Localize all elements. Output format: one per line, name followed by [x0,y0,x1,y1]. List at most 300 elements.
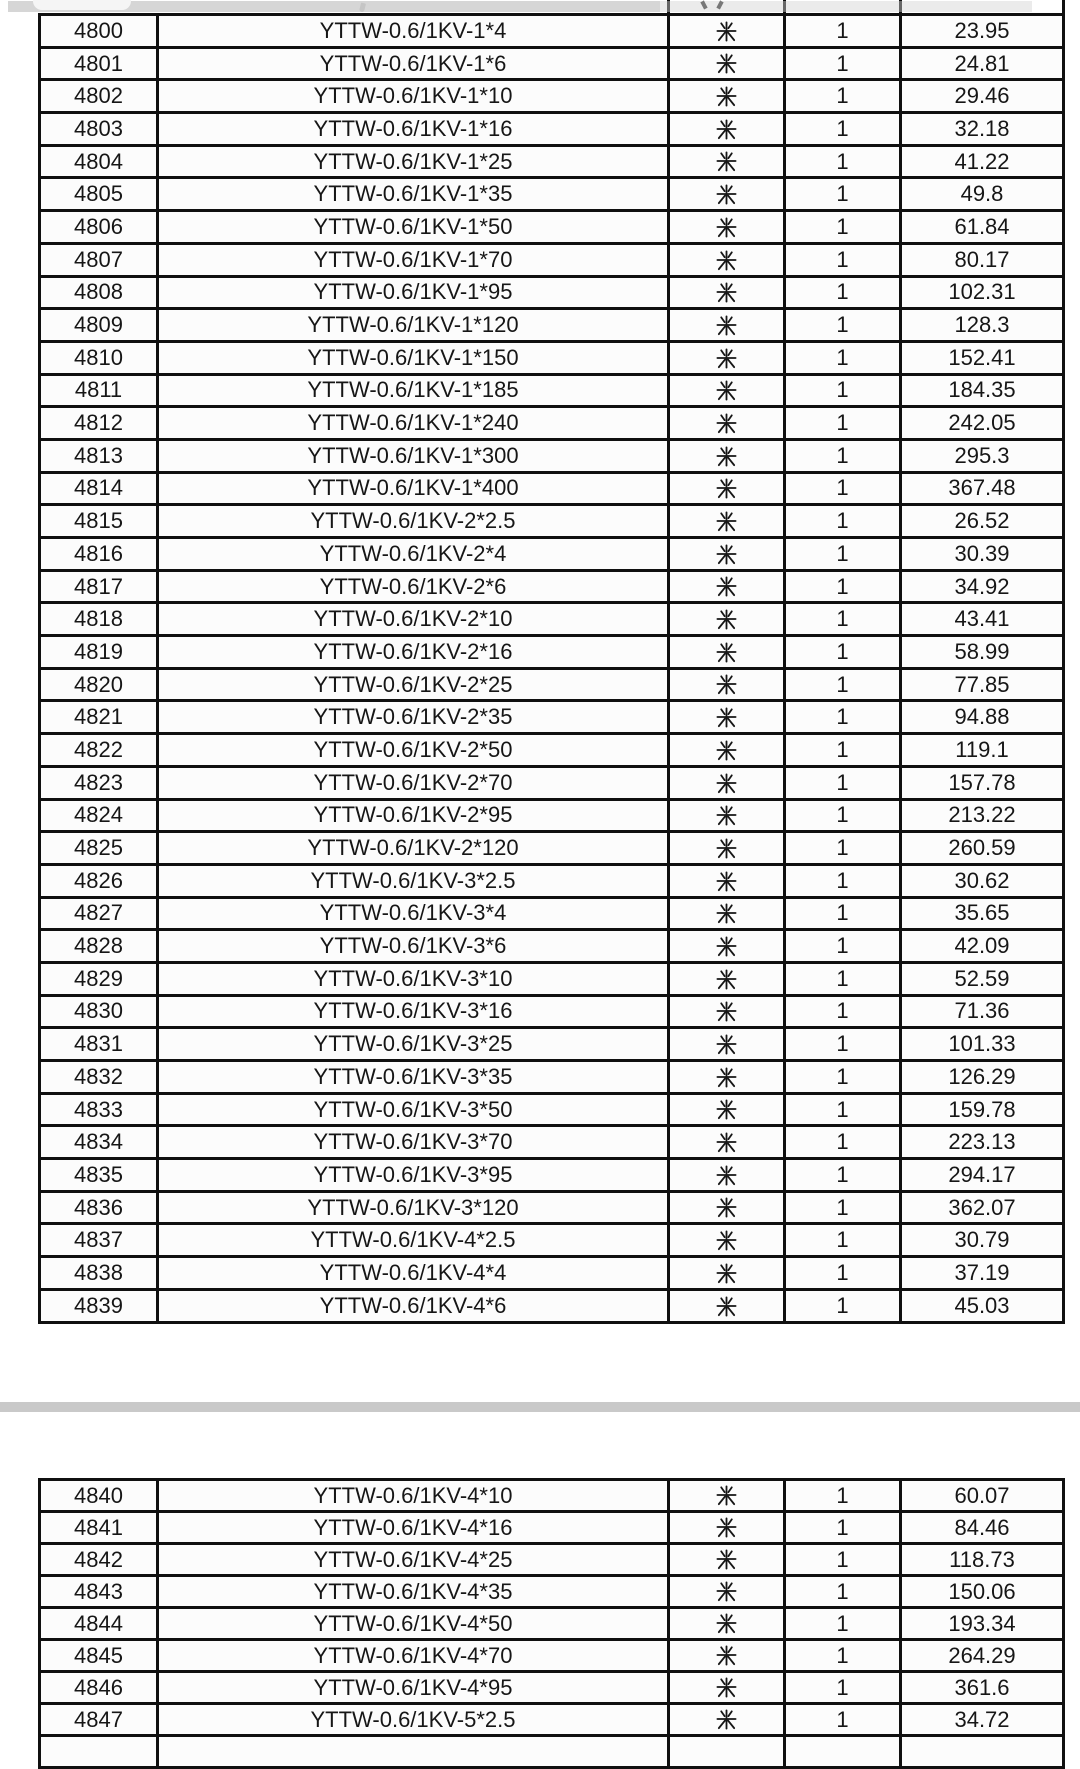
cell-item-number: 4830 [40,995,158,1028]
cell-spec-model: YTTW-0.6/1KV-1*400 [158,472,669,505]
cell-spec-model: YTTW-0.6/1KV-4*35 [158,1576,669,1608]
cell-quantity: 1 [785,1544,901,1576]
mi-unit-icon [715,477,738,500]
mi-unit-icon [715,1229,738,1252]
cell-spec-model: YTTW-0.6/1KV-2*95 [158,799,669,832]
table-row [40,1480,1064,1512]
cell-quantity: 1 [785,603,901,636]
table-row [40,1512,1064,1544]
cell-spec-model: YTTW-0.6/1KV-1*300 [158,439,669,472]
cell-price: 32.18 [901,113,1064,146]
cell-price: 152.41 [901,341,1064,374]
cell-price: 29.46 [901,80,1064,113]
table-row [40,1257,1064,1290]
cell-unit [669,799,785,832]
cell-price: 102.31 [901,276,1064,309]
cell-price: 45.03 [901,1289,1064,1322]
cell-price: 361.6 [901,1672,1064,1704]
cell-quantity: 1 [785,1289,901,1322]
cell-quantity: 1 [785,113,901,146]
cell-item-number: 4844 [40,1608,158,1640]
page-top-strip-highlight [33,0,131,10]
cell-unit [669,1672,785,1704]
cell-quantity: 1 [785,636,901,669]
cell-spec-model: YTTW-0.6/1KV-4*70 [158,1640,669,1672]
cell-quantity: 1 [785,864,901,897]
mi-unit-icon [715,52,738,75]
cell-spec-model: YTTW-0.6/1KV-3*25 [158,1028,669,1061]
cell-quantity: 1 [785,80,901,113]
cell-item-number: 4821 [40,701,158,734]
cell-item-number: 4825 [40,832,158,865]
cell-unit [669,1061,785,1094]
cell-price: 30.79 [901,1224,1064,1257]
mi-unit-icon [715,118,738,141]
mi-unit-icon [715,249,738,272]
cell-unit [669,472,785,505]
cell-quantity: 1 [785,1672,901,1704]
cell-spec-model: YTTW-0.6/1KV-1*70 [158,243,669,276]
table-row [40,1608,1064,1640]
cell-quantity: 1 [785,1224,901,1257]
mi-unit-icon [715,870,738,893]
mi-unit-icon [715,281,738,304]
cell-item-number: 4806 [40,211,158,244]
table-row [40,1126,1064,1159]
cell-quantity: 1 [785,832,901,865]
cell-price: 35.65 [901,897,1064,930]
cell-quantity: 1 [785,1480,901,1512]
cell-quantity: 1 [785,995,901,1028]
cell-price: 260.59 [901,832,1064,865]
price-table-page1 [38,13,1065,1324]
cell-spec-model: YTTW-0.6/1KV-3*4 [158,897,669,930]
cell-spec-model: YTTW-0.6/1KV-1*50 [158,211,669,244]
cell-quantity: 1 [785,1126,901,1159]
cell-item-number: 4846 [40,1672,158,1704]
cell-spec-model: YTTW-0.6/1KV-2*16 [158,636,669,669]
mi-unit-icon [715,673,738,696]
table-row [40,538,1064,571]
table-row [40,799,1064,832]
mi-unit-icon [715,1548,738,1571]
cell-item-number: 4812 [40,407,158,440]
cell-spec-model: YTTW-0.6/1KV-1*35 [158,178,669,211]
cell-spec-model: YTTW-0.6/1KV-2*10 [158,603,669,636]
mi-unit-icon [715,412,738,435]
mi-unit-icon [715,1612,738,1635]
cell-item-number: 4811 [40,374,158,407]
cell-item-number: 4810 [40,341,158,374]
cell-item-number: 4839 [40,1289,158,1322]
mi-unit-icon [715,183,738,206]
cell-quantity: 1 [785,145,901,178]
cell-unit [669,636,785,669]
cell-item-number: 4847 [40,1704,158,1736]
cell-price: 61.84 [901,211,1064,244]
cell-unit [669,1159,785,1192]
cell-item-number: 4801 [40,47,158,80]
cell-spec-model: YTTW-0.6/1KV-1*95 [158,276,669,309]
cell-spec-model: YTTW-0.6/1KV-3*95 [158,1159,669,1192]
mi-unit-icon [715,772,738,795]
cell-unit [669,962,785,995]
mi-unit-icon [715,445,738,468]
cell-spec-model: YTTW-0.6/1KV-4*10 [158,1480,669,1512]
mi-unit-icon [715,1131,738,1154]
cell-price: 77.85 [901,668,1064,701]
cell-quantity: 1 [785,1028,901,1061]
cell-spec-model: YTTW-0.6/1KV-4*25 [158,1544,669,1576]
table-row [40,472,1064,505]
table-row [40,276,1064,309]
cell-quantity: 1 [785,799,901,832]
cell-quantity: 1 [785,178,901,211]
cell-item-number: 4827 [40,897,158,930]
cell-spec-model: YTTW-0.6/1KV-4*50 [158,1608,669,1640]
cell-quantity [785,1736,901,1768]
table-row [40,1191,1064,1224]
cell-quantity: 1 [785,1704,901,1736]
cell-unit [669,603,785,636]
cell-quantity: 1 [785,1093,901,1126]
cell-price: 41.22 [901,145,1064,178]
cell-item-number: 4803 [40,113,158,146]
cell-unit [669,1093,785,1126]
cell-spec-model: YTTW-0.6/1KV-2*25 [158,668,669,701]
cell-price: 43.41 [901,603,1064,636]
mi-unit-icon [715,804,738,827]
cell-quantity: 1 [785,962,901,995]
table-row [40,211,1064,244]
table-row [40,243,1064,276]
cell-unit [669,341,785,374]
cell-unit [669,439,785,472]
table-row [40,1640,1064,1672]
cell-price: 128.3 [901,309,1064,342]
cell-spec-model: YTTW-0.6/1KV-3*50 [158,1093,669,1126]
price-table-page1-body [40,15,1064,1323]
cell-item-number: 4805 [40,178,158,211]
cell-unit [669,1028,785,1061]
cell-spec-model: YTTW-0.6/1KV-3*6 [158,930,669,963]
cell-spec-model: YTTW-0.6/1KV-3*70 [158,1126,669,1159]
mi-unit-icon [715,608,738,631]
cell-spec-model: YTTW-0.6/1KV-4*4 [158,1257,669,1290]
table-row [40,1704,1064,1736]
cell-spec-model: YTTW-0.6/1KV-4*16 [158,1512,669,1544]
mi-unit-icon [715,1000,738,1023]
mi-unit-icon [715,1516,738,1539]
cell-price: 362.07 [901,1191,1064,1224]
cell-spec-model: YTTW-0.6/1KV-2*35 [158,701,669,734]
table-row-partial [40,1736,1064,1768]
cell-unit [669,1191,785,1224]
cell-quantity: 1 [785,276,901,309]
cell-quantity: 1 [785,734,901,767]
cell-price [901,1736,1064,1768]
cell-price: 37.19 [901,1257,1064,1290]
cell-price: 58.99 [901,636,1064,669]
table-row [40,603,1064,636]
table-row [40,341,1064,374]
table-row [40,1576,1064,1608]
cell-item-number: 4819 [40,636,158,669]
cell-price: 119.1 [901,734,1064,767]
mi-unit-icon [715,1295,738,1318]
cell-quantity: 1 [785,570,901,603]
table-row [40,766,1064,799]
table-row [40,374,1064,407]
cell-quantity: 1 [785,766,901,799]
cell-item-number: 4817 [40,570,158,603]
page-top-strip-right [660,1,1032,12]
cell-item-number: 4838 [40,1257,158,1290]
cell-quantity: 1 [785,668,901,701]
cell-item-number: 4809 [40,309,158,342]
cell-spec-model: YTTW-0.6/1KV-1*240 [158,407,669,440]
cell-price: 150.06 [901,1576,1064,1608]
cell-quantity: 1 [785,1640,901,1672]
table-row [40,832,1064,865]
cell-spec-model: YTTW-0.6/1KV-2*120 [158,832,669,865]
cell-price: 49.8 [901,178,1064,211]
cell-quantity: 1 [785,472,901,505]
cell-item-number: 4834 [40,1126,158,1159]
cell-unit [669,1257,785,1290]
table-row [40,15,1064,48]
cell-unit [669,15,785,48]
cell-spec-model: YTTW-0.6/1KV-1*150 [158,341,669,374]
cell-unit [669,1704,785,1736]
table-row [40,439,1064,472]
table-row [40,1028,1064,1061]
cell-unit [669,1512,785,1544]
cell-spec-model: YTTW-0.6/1KV-4*6 [158,1289,669,1322]
cell-unit [669,897,785,930]
cell-quantity: 1 [785,211,901,244]
table-row [40,701,1064,734]
cell-quantity: 1 [785,243,901,276]
cell-price: 30.62 [901,864,1064,897]
mi-unit-icon [715,510,738,533]
mi-unit-icon [715,1580,738,1603]
cell-unit [669,1289,785,1322]
cell-item-number: 4814 [40,472,158,505]
cell-unit [669,864,785,897]
cell-price: 157.78 [901,766,1064,799]
table-row [40,113,1064,146]
cell-unit [669,1544,785,1576]
cell-spec-model: YTTW-0.6/1KV-3*16 [158,995,669,1028]
cell-quantity: 1 [785,407,901,440]
cell-price: 159.78 [901,1093,1064,1126]
price-table-page2 [38,1478,1065,1769]
cell-quantity: 1 [785,505,901,538]
cell-item-number: 4802 [40,80,158,113]
cell-unit [669,538,785,571]
cell-item-number: 4841 [40,1512,158,1544]
cell-unit [669,407,785,440]
cell-spec-model: YTTW-0.6/1KV-2*6 [158,570,669,603]
cell-price: 184.35 [901,374,1064,407]
table-row [40,570,1064,603]
table-row [40,505,1064,538]
cell-quantity: 1 [785,1159,901,1192]
mi-unit-icon [715,216,738,239]
cell-spec-model: YTTW-0.6/1KV-2*2.5 [158,505,669,538]
table-row [40,1159,1064,1192]
cell-unit [669,1224,785,1257]
cell-price: 30.39 [901,538,1064,571]
cell-quantity: 1 [785,1061,901,1094]
cell-spec-model: YTTW-0.6/1KV-3*35 [158,1061,669,1094]
cell-unit [669,80,785,113]
cell-item-number: 4829 [40,962,158,995]
cell-item-number: 4800 [40,15,158,48]
cell-quantity: 1 [785,341,901,374]
cell-spec-model: YTTW-0.6/1KV-5*2.5 [158,1704,669,1736]
cell-item-number: 4816 [40,538,158,571]
cell-item-number: 4813 [40,439,158,472]
cell-price: 101.33 [901,1028,1064,1061]
cell-unit [669,243,785,276]
cell-quantity: 1 [785,1191,901,1224]
table-row [40,309,1064,342]
mi-unit-icon [715,1196,738,1219]
cell-price: 52.59 [901,962,1064,995]
cell-spec-model: YTTW-0.6/1KV-3*120 [158,1191,669,1224]
mi-unit-icon [715,739,738,762]
cell-spec-model: YTTW-0.6/1KV-2*50 [158,734,669,767]
cell-price: 118.73 [901,1544,1064,1576]
table-row [40,407,1064,440]
cell-spec-model: YTTW-0.6/1KV-1*6 [158,47,669,80]
cell-item-number: 4822 [40,734,158,767]
cell-unit [669,668,785,701]
page-break-band [0,1402,1080,1412]
cell-price: 367.48 [901,472,1064,505]
cell-price: 80.17 [901,243,1064,276]
cell-spec-model: YTTW-0.6/1KV-3*2.5 [158,864,669,897]
cell-item-number [40,1736,158,1768]
cell-spec-model: YTTW-0.6/1KV-4*2.5 [158,1224,669,1257]
cell-unit [669,701,785,734]
table-row [40,897,1064,930]
cell-item-number: 4824 [40,799,158,832]
table-row [40,1289,1064,1322]
cell-spec-model: YTTW-0.6/1KV-2*4 [158,538,669,571]
cell-unit [669,47,785,80]
cell-quantity: 1 [785,15,901,48]
mi-unit-icon [715,150,738,173]
table-row [40,930,1064,963]
cell-price: 34.72 [901,1704,1064,1736]
cell-spec-model: YTTW-0.6/1KV-1*10 [158,80,669,113]
cell-item-number: 4837 [40,1224,158,1257]
cell-price: 94.88 [901,701,1064,734]
mi-unit-icon [715,379,738,402]
mi-unit-icon [715,1262,738,1285]
cell-quantity: 1 [785,374,901,407]
cell-item-number: 4845 [40,1640,158,1672]
cell-item-number: 4843 [40,1576,158,1608]
table-row [40,995,1064,1028]
cell-price: 26.52 [901,505,1064,538]
mi-unit-icon [715,20,738,43]
mi-unit-icon [715,575,738,598]
cell-item-number: 4815 [40,505,158,538]
cell-quantity: 1 [785,538,901,571]
cell-item-number: 4833 [40,1093,158,1126]
cell-spec-model: YTTW-0.6/1KV-4*95 [158,1672,669,1704]
mi-unit-icon [715,85,738,108]
cell-unit [669,1640,785,1672]
cell-quantity: 1 [785,1576,901,1608]
cell-item-number: 4832 [40,1061,158,1094]
cell-quantity: 1 [785,1512,901,1544]
cell-quantity: 1 [785,897,901,930]
cell-item-number: 4823 [40,766,158,799]
cell-spec-model: YTTW-0.6/1KV-1*16 [158,113,669,146]
cell-item-number: 4842 [40,1544,158,1576]
cell-unit [669,1480,785,1512]
cell-price: 294.17 [901,1159,1064,1192]
cell-unit [669,276,785,309]
mi-unit-icon [715,706,738,729]
table-row [40,47,1064,80]
table-row [40,668,1064,701]
table-row [40,1672,1064,1704]
cell-quantity: 1 [785,439,901,472]
mi-unit-icon [715,935,738,958]
table-row [40,1224,1064,1257]
cell-price: 193.34 [901,1608,1064,1640]
cell-price: 223.13 [901,1126,1064,1159]
cell-unit [669,995,785,1028]
cell-unit [669,570,785,603]
cell-unit [669,930,785,963]
table-row [40,1093,1064,1126]
table-row [40,145,1064,178]
cell-price: 242.05 [901,407,1064,440]
table-row [40,636,1064,669]
table-row [40,80,1064,113]
mi-unit-icon [715,968,738,991]
cell-price: 264.29 [901,1640,1064,1672]
cell-item-number: 4807 [40,243,158,276]
cell-spec-model: YTTW-0.6/1KV-1*120 [158,309,669,342]
table-row [40,178,1064,211]
cell-unit [669,1576,785,1608]
column-border-stub [1062,0,1065,14]
cell-quantity: 1 [785,1608,901,1640]
cell-unit [669,178,785,211]
mi-unit-icon [715,1484,738,1507]
cell-price: 213.22 [901,799,1064,832]
cell-price: 84.46 [901,1512,1064,1544]
cell-quantity: 1 [785,930,901,963]
cell-item-number: 4831 [40,1028,158,1061]
cell-quantity: 1 [785,1257,901,1290]
cell-item-number: 4828 [40,930,158,963]
cell-price: 71.36 [901,995,1064,1028]
cell-price: 24.81 [901,47,1064,80]
mi-unit-icon [715,641,738,664]
mi-unit-icon [715,1066,738,1089]
table-row [40,1061,1064,1094]
mi-unit-icon [715,1098,738,1121]
